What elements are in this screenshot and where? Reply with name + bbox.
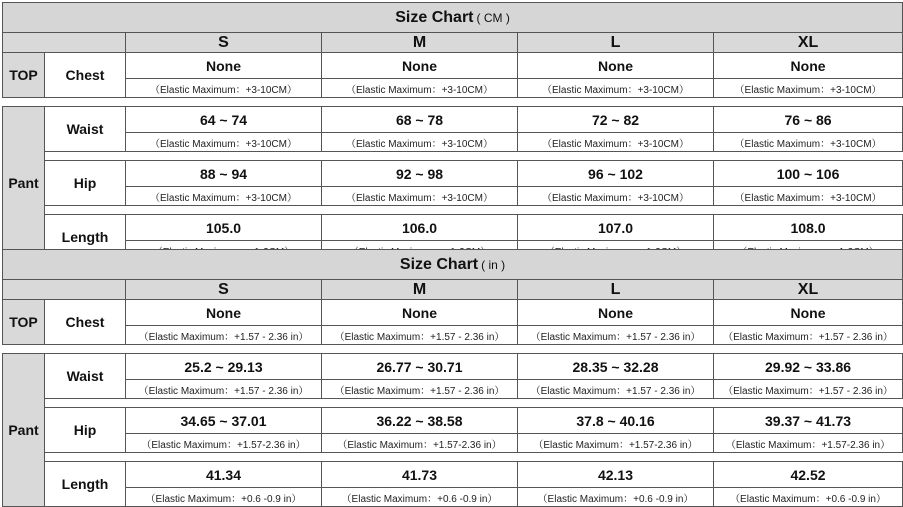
value-cell: 41.73 <box>322 462 518 488</box>
note-cell: （Elastic Maximum：+1.57 - 2.36 in） <box>322 380 518 399</box>
chart-title <box>3 250 903 280</box>
size-chart-cm <box>2 2 903 260</box>
table-row <box>3 300 903 326</box>
value-cell: 100 ~ 106 <box>714 161 903 187</box>
value-cell: 107.0 <box>518 215 714 241</box>
value-cell: None <box>126 53 322 79</box>
value-cell: 39.37 ~ 41.73 <box>714 408 903 434</box>
note-cell: （Elastic Maximum：+3-10CM） <box>714 187 903 206</box>
header-blank <box>3 33 126 53</box>
size-header-s: S <box>126 33 322 53</box>
measure-label-hip: Hip <box>45 408 126 453</box>
note-cell: （Elastic Maximum：+3-10CM） <box>322 133 518 152</box>
chart-unit: ( in ) <box>481 257 506 272</box>
value-cell: 88 ~ 94 <box>126 161 322 187</box>
note-cell: （Elastic Maximum：+1.57-2.36 in） <box>322 434 518 453</box>
table-row <box>3 161 903 187</box>
value-cell: 42.52 <box>714 462 903 488</box>
note-cell: （Elastic Maximum：+1.57 - 2.36 in） <box>714 326 903 345</box>
table-row <box>3 408 903 434</box>
value-cell: 34.65 ~ 37.01 <box>126 408 322 434</box>
group-label-top: TOP <box>3 53 45 98</box>
note-cell: （Elastic Maximum：+3-10CM） <box>126 79 322 98</box>
table-row <box>3 79 903 98</box>
value-cell: None <box>322 53 518 79</box>
table-row <box>3 354 903 380</box>
value-cell: 68 ~ 78 <box>322 107 518 133</box>
size-header-m: M <box>322 280 518 300</box>
value-cell: None <box>126 300 322 326</box>
size-header-row <box>3 33 903 53</box>
table-row <box>3 215 903 241</box>
note-cell: （Elastic Maximum：+3-10CM） <box>322 187 518 206</box>
value-cell: 42.13 <box>518 462 714 488</box>
size-header-xl: XL <box>714 33 903 53</box>
table-row <box>3 326 903 345</box>
header-blank <box>3 280 126 300</box>
value-cell: 26.77 ~ 30.71 <box>322 354 518 380</box>
size-header-l: L <box>518 33 714 53</box>
note-cell: （Elastic Maximum：+1.57-2.36 in） <box>126 434 322 453</box>
measure-label-chest: Chest <box>45 300 126 345</box>
note-cell: （Elastic Maximum：+1.57-2.36 in） <box>518 434 714 453</box>
table-row <box>3 187 903 206</box>
note-cell: （Elastic Maximum：+3-10CM） <box>126 133 322 152</box>
measure-label-hip: Hip <box>45 161 126 206</box>
table-row <box>3 133 903 152</box>
value-cell: 28.35 ~ 32.28 <box>518 354 714 380</box>
note-cell: （Elastic Maximum：+1.57 - 2.36 in） <box>518 326 714 345</box>
note-cell: （Elastic Maximum：+3-10CM） <box>126 187 322 206</box>
note-cell: （Elastic Maximum：+0.6 -0.9 in） <box>322 488 518 507</box>
measure-label-waist: Waist <box>45 354 126 399</box>
note-cell: （Elastic Maximum：+3-10CM） <box>518 187 714 206</box>
note-cell: （Elastic Maximum：+1.57 - 2.36 in） <box>126 326 322 345</box>
group-label-pant: Pant <box>3 354 45 507</box>
chart-title-text: Size Chart <box>399 255 479 273</box>
table-row <box>3 380 903 399</box>
group-label-top: TOP <box>3 300 45 345</box>
value-cell: 76 ~ 86 <box>714 107 903 133</box>
value-cell: 25.2 ~ 29.13 <box>126 354 322 380</box>
note-cell: （Elastic Maximum：+1.57-2.36 in） <box>714 434 903 453</box>
note-cell: （Elastic Maximum：+1.57 - 2.36 in） <box>518 380 714 399</box>
note-cell: （Elastic Maximum：+0.6 -0.9 in） <box>126 488 322 507</box>
value-cell: 64 ~ 74 <box>126 107 322 133</box>
value-cell: 41.34 <box>126 462 322 488</box>
value-cell: 72 ~ 82 <box>518 107 714 133</box>
size-chart-in <box>2 249 903 507</box>
note-cell: （Elastic Maximum：+1.57 - 2.36 in） <box>714 380 903 399</box>
group-label-pant: Pant <box>3 107 45 260</box>
value-cell: None <box>714 53 903 79</box>
note-cell: （Elastic Maximum：+1.57 - 2.36 in） <box>126 380 322 399</box>
size-header-m: M <box>322 33 518 53</box>
note-cell: （Elastic Maximum：+3-10CM） <box>518 133 714 152</box>
value-cell: 108.0 <box>714 215 903 241</box>
measure-label-length: Length <box>45 462 126 507</box>
size-header-s: S <box>126 280 322 300</box>
note-cell: （Elastic Maximum：+0.6 -0.9 in） <box>714 488 903 507</box>
measure-label-length: Length <box>45 215 126 260</box>
measure-label-waist: Waist <box>45 107 126 152</box>
value-cell: 106.0 <box>322 215 518 241</box>
chart-unit: ( CM ) <box>476 10 510 25</box>
value-cell: 105.0 <box>126 215 322 241</box>
value-cell: None <box>518 53 714 79</box>
value-cell: 37.8 ~ 40.16 <box>518 408 714 434</box>
value-cell: 96 ~ 102 <box>518 161 714 187</box>
table-row <box>3 462 903 488</box>
note-cell: （Elastic Maximum：+1.57 - 2.36 in） <box>322 326 518 345</box>
value-cell: None <box>714 300 903 326</box>
chart-title <box>3 3 903 33</box>
value-cell: None <box>322 300 518 326</box>
table-row <box>3 107 903 133</box>
value-cell: 36.22 ~ 38.58 <box>322 408 518 434</box>
size-header-xl: XL <box>714 280 903 300</box>
value-cell: 29.92 ~ 33.86 <box>714 354 903 380</box>
size-header-row <box>3 280 903 300</box>
note-cell: （Elastic Maximum：+3-10CM） <box>518 79 714 98</box>
size-header-l: L <box>518 280 714 300</box>
table-row <box>3 434 903 453</box>
note-cell: （Elastic Maximum：+3-10CM） <box>322 79 518 98</box>
note-cell: （Elastic Maximum：+3-10CM） <box>714 133 903 152</box>
note-cell: （Elastic Maximum：+0.6 -0.9 in） <box>518 488 714 507</box>
measure-label-chest: Chest <box>45 53 126 98</box>
chart-title-text: Size Chart <box>395 8 474 26</box>
value-cell: None <box>518 300 714 326</box>
value-cell: 92 ~ 98 <box>322 161 518 187</box>
note-cell: （Elastic Maximum：+3-10CM） <box>714 79 903 98</box>
table-row <box>3 53 903 79</box>
table-row <box>3 488 903 507</box>
